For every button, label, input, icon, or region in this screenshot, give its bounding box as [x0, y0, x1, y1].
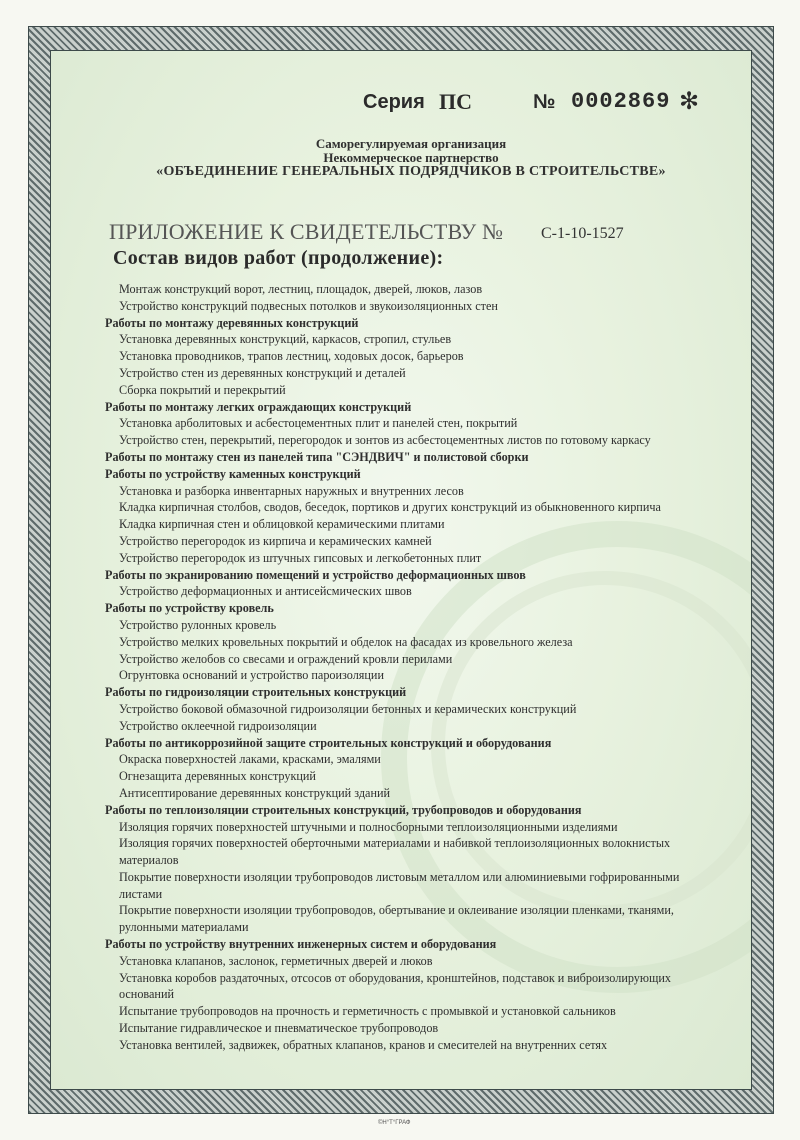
composition-title: Состав видов работ (продолжение): — [113, 247, 444, 269]
series-label: Серия — [363, 91, 425, 113]
work-section-heading: Работы по теплоизоляции строительных конструкций, трубопроводов и оборудования — [105, 802, 582, 817]
work-item: Изоляция горячих поверхностей штучными и полносборными теплоизоляционными изделиями — [119, 819, 618, 834]
work-item: Установка деревянных конструкций, каркасов, стропил, стульев — [119, 332, 452, 347]
annex-row — [109, 219, 729, 249]
work-item: Изоляция горячих поверхностей оберточными материалами и набивкой теплоизоляционных волокнистых материалов — [119, 836, 671, 868]
work-item: Испытание трубопроводов на прочность и герметичность с промывкой и установкой сальников — [119, 1004, 616, 1019]
work-item: Огрунтовка оснований и устройство пароизоляции — [119, 668, 384, 683]
work-item: Устройство перегородок из кирпича и керамических камней — [119, 533, 432, 548]
work-list — [105, 281, 725, 1054]
organization-block — [51, 137, 752, 179]
work-item: Монтаж конструкций ворот, лестниц, площадок, дверей, люков, лазов — [119, 282, 483, 296]
work-item: Кладка кирпичная столбов, сводов, беседок, портиков и других конструкций из обыкновенного кирпича — [119, 500, 661, 515]
series-number-row — [51, 89, 751, 119]
number-label: № — [533, 91, 556, 113]
certificate-number: 0002869 — [571, 89, 671, 114]
work-item: Установка и разборка инвентарных наружных и внутренних лесов — [119, 483, 464, 498]
work-item: Покрытие поверхности изоляции трубопроводов, обертывание и оклеивание изоляции пленками, тканями, рулонными материалами — [119, 903, 674, 935]
series-value: ПС — [439, 89, 472, 114]
work-item: Установка клапанов, заслонок, герметичных дверей и люков — [119, 953, 433, 968]
work-section-heading: Работы по устройству кровель — [105, 601, 274, 616]
work-section-heading: Работы по монтажу деревянных конструкций — [105, 315, 359, 330]
organization-name: «ОБЪЕДИНЕНИЕ ГЕНЕРАЛЬНЫХ ПОДРЯДЧИКОВ В СТРОИТЕЛЬСТВЕ» — [156, 164, 666, 179]
work-section-heading: Работы по гидроизоляции строительных конструкций — [105, 685, 407, 700]
work-item: Устройство оклеечной гидроизоляции — [119, 718, 317, 733]
annex-number: С-1-10-1527 — [541, 225, 624, 242]
work-item: Устройство боковой обмазочной гидроизоляции бетонных и керамических конструкций — [119, 701, 577, 716]
work-item: Устройство желобов со свесами и ограждений кровли перилами — [119, 651, 453, 666]
work-item: Установка коробов раздаточных, отсосов от оборудования, кронштейнов, подставок и виброизолирующих оснований — [119, 970, 671, 1002]
document-content — [51, 51, 751, 1089]
work-item: Сборка покрытий и перекрытий — [119, 382, 286, 397]
star-icon: ✻ — [679, 89, 700, 115]
work-section-heading: Работы по устройству каменных конструкций — [105, 466, 361, 481]
work-item: Кладка кирпичная стен и облицовкой керамическими плитами — [119, 517, 445, 532]
annex-title: ПРИЛОЖЕНИЕ К СВИДЕТЕЛЬСТВУ № — [109, 219, 504, 244]
work-item: Установка арболитовых и асбестоцементных плит и панелей стен, покрытий — [119, 416, 518, 431]
work-item: Устройство перегородок из штучных гипсовых и легкобетонных плит — [119, 550, 482, 565]
work-item: Устройство рулонных кровель — [119, 617, 277, 632]
organization-line-2: Некоммерческое партнерство — [323, 150, 499, 165]
work-item: Устройство стен из деревянных конструкций и деталей — [119, 365, 406, 380]
work-section-heading: Работы по экранированию помещений и устройство деформационных швов — [105, 567, 526, 582]
printer-mark: ©Н°Т°ГРАФ — [378, 1120, 411, 1126]
work-item: Покрытие поверхности изоляции трубопроводов листовым металлом или алюминиевыми гофрированными листами — [119, 869, 680, 901]
work-item: Устройство деформационных и антисейсмических швов — [119, 584, 412, 599]
work-section-heading: Работы по монтажу стен из панелей типа "СЭНДВИЧ" и полистовой сборки — [105, 449, 529, 464]
work-item: Устройство стен, перекрытий, перегородок и зонтов из асбестоцементных листов по готовому каркасу — [119, 433, 651, 448]
work-item: Установка проводников, трапов лестниц, ходовых досок, барьеров — [119, 349, 464, 364]
work-item: Устройство конструкций подвесных потолков и звукоизоляционных стен — [119, 298, 498, 313]
work-item: Установка вентилей, задвижек, обратных клапанов, кранов и смесителей на внутренних сетях — [119, 1037, 608, 1052]
work-item: Антисептирование деревянных конструкций зданий — [119, 785, 391, 800]
work-item: Огнезащита деревянных конструкций — [119, 769, 316, 784]
work-section-heading: Работы по монтажу легких ограждающих конструкций — [105, 399, 412, 414]
work-section-heading: Работы по антикоррозийной защите строительных конструкций и оборудования — [105, 735, 552, 750]
work-item: Окраска поверхностей лаками, красками, эмалями — [119, 752, 381, 767]
organization-line-1: Саморегулируемая организация — [315, 136, 507, 151]
work-section-heading: Работы по устройству внутренних инженерных систем и оборудования — [105, 937, 497, 952]
work-item: Испытание гидравлическое и пневматическое трубопроводов — [119, 1021, 439, 1036]
document-sheet — [50, 50, 752, 1090]
work-item: Устройство мелких кровельных покрытий и обделок на фасадах из кровельного железа — [119, 634, 573, 649]
